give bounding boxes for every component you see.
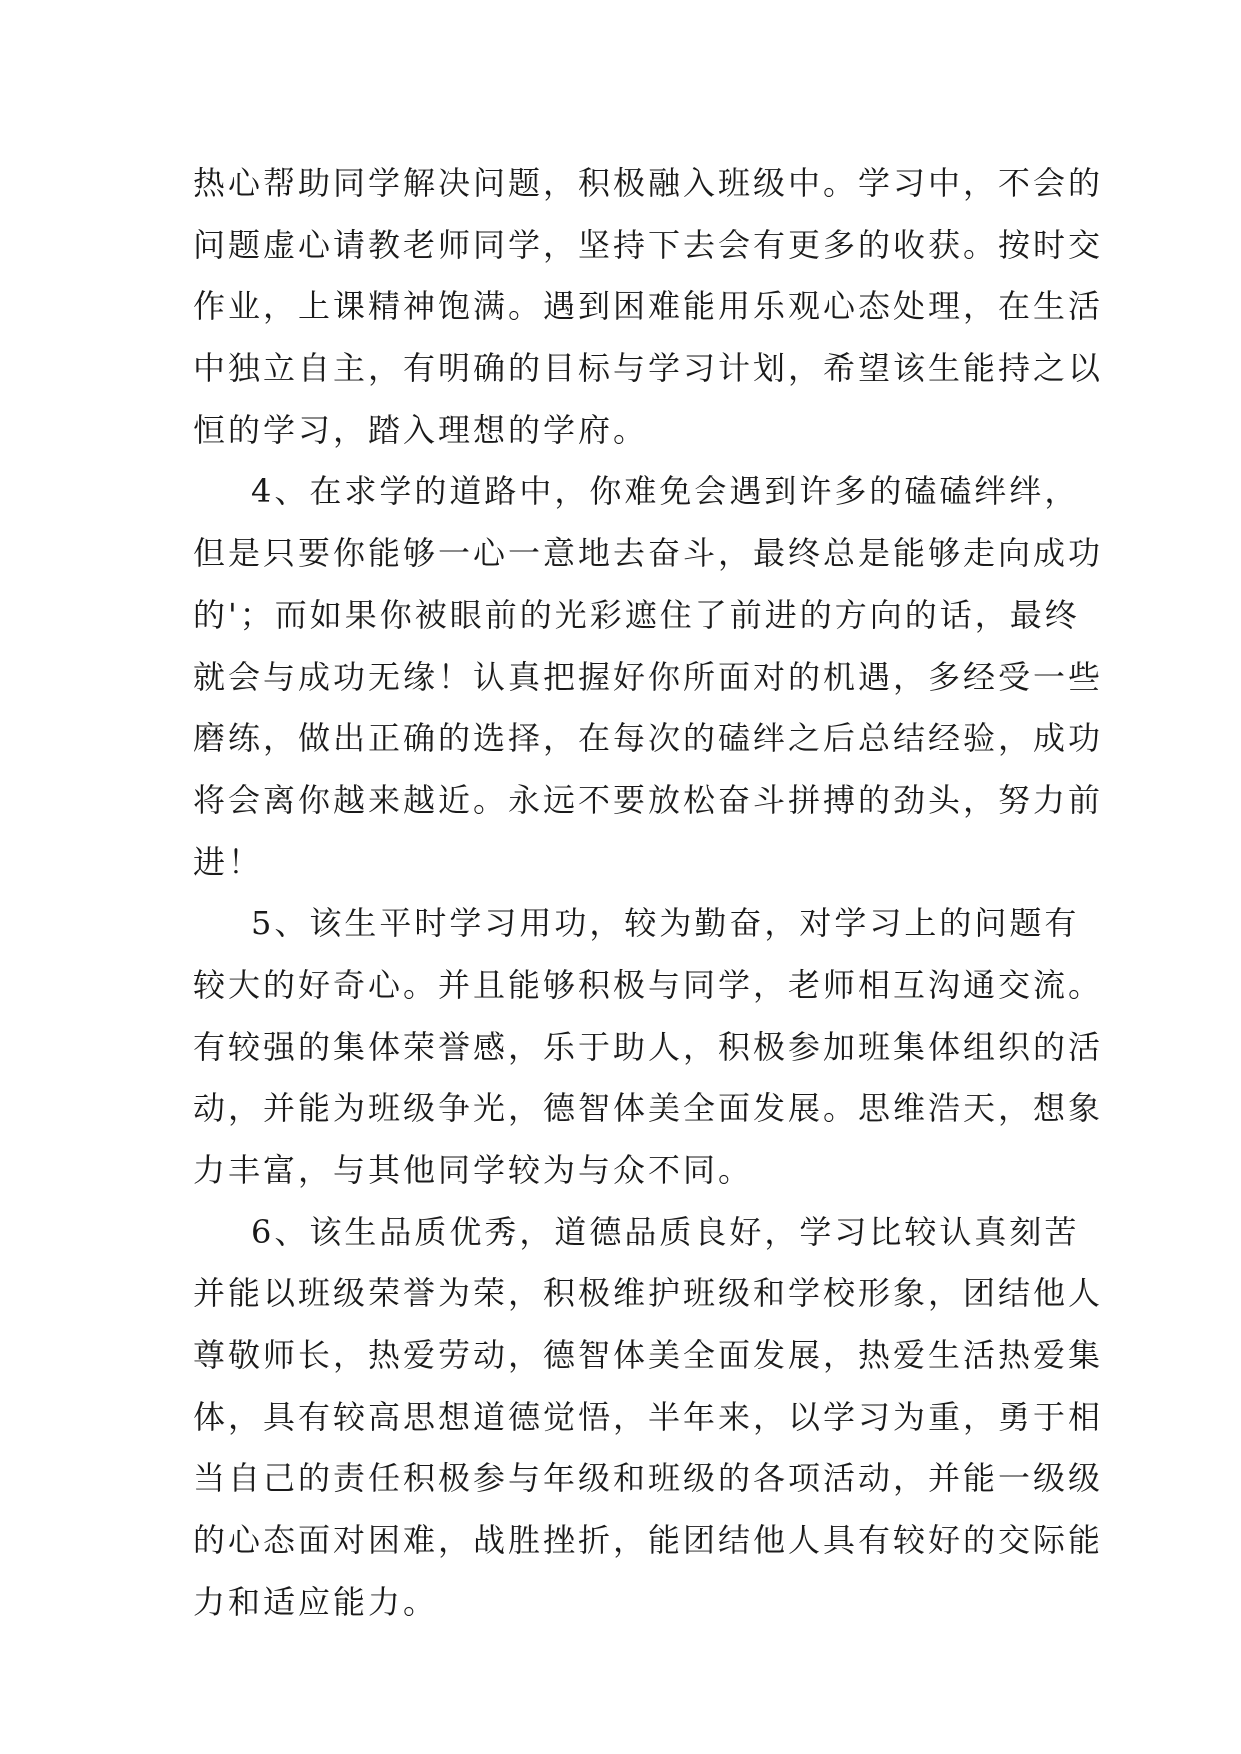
- text-line: 就会与成功无缘！认真把握好你所面对的机遇，多经受一些: [193, 657, 1104, 696]
- text-line: 磨练，做出正确的选择，在每次的磕绊之后总结经验，成功: [193, 719, 1104, 758]
- paragraph-4-first-line: 4、在求学的道路中，你难免会遇到许多的磕磕绊绊，: [251, 472, 1080, 511]
- text-line: 并能以班级荣誉为荣，积极维护班级和学校形象，团结他人: [193, 1274, 1104, 1313]
- text-line: 的'；而如果你被眼前的光彩遮住了前进的方向的话，最终: [193, 595, 1080, 634]
- text-line: 热心帮助同学解决问题，积极融入班级中。学习中，不会的: [193, 164, 1104, 202]
- text-line: 中独立自主，有明确的目标与学习计划，希望该生能持之以: [193, 349, 1104, 388]
- text-line: 将会离你越来越近。永远不要放松奋斗拼搏的劲头，努力前: [193, 780, 1104, 819]
- text-line: 力丰富，与其他同学较为与众不同。: [193, 1151, 754, 1189]
- paragraph-5-first-line: 5、该生平时学习用功，较为勤奋，对学习上的问题有: [251, 904, 1080, 943]
- text-line: 动，并能为班级争光，德智体美全面发展。思维浩天，想象: [193, 1089, 1104, 1128]
- text-line: 作业，上课精神饱满。遇到困难能用乐观心态处理，在生活: [193, 287, 1104, 326]
- text-line: 进！: [193, 842, 264, 881]
- text-line: 当自己的责任积极参与年级和班级的各项活动，并能一级级: [193, 1459, 1104, 1498]
- text-line: 但是只要你能够一心一意地去奋斗，最终总是能够走向成功: [193, 534, 1104, 573]
- paragraph-6-first-line: 6、该生品质优秀，道德品质良好，学习比较认真刻苦: [251, 1212, 1080, 1251]
- text-line: 有较强的集体荣誉感，乐于助人，积极参加班集体组织的活: [193, 1027, 1104, 1066]
- text-line: 恒的学习，踏入理想的学府。: [193, 410, 649, 449]
- text-line: 力和适应能力。: [193, 1582, 439, 1621]
- text-line: 较大的好奇心。并且能够积极与同学，老师相互沟通交流。: [193, 965, 1104, 1004]
- text-line: 问题虚心请教老师同学，坚持下去会有更多的收获。按时交: [193, 225, 1104, 264]
- text-line: 的心态面对困难，战胜挫折，能团结他人具有较好的交际能: [193, 1521, 1104, 1560]
- text-line: 体，具有较高思想道德觉悟，半年来，以学习为重，勇于相: [193, 1397, 1104, 1436]
- body-text: [193, 153, 1104, 1634]
- text-line: 尊敬师长，热爱劳动，德智体美全面发展，热爱生活热爱集: [193, 1336, 1104, 1375]
